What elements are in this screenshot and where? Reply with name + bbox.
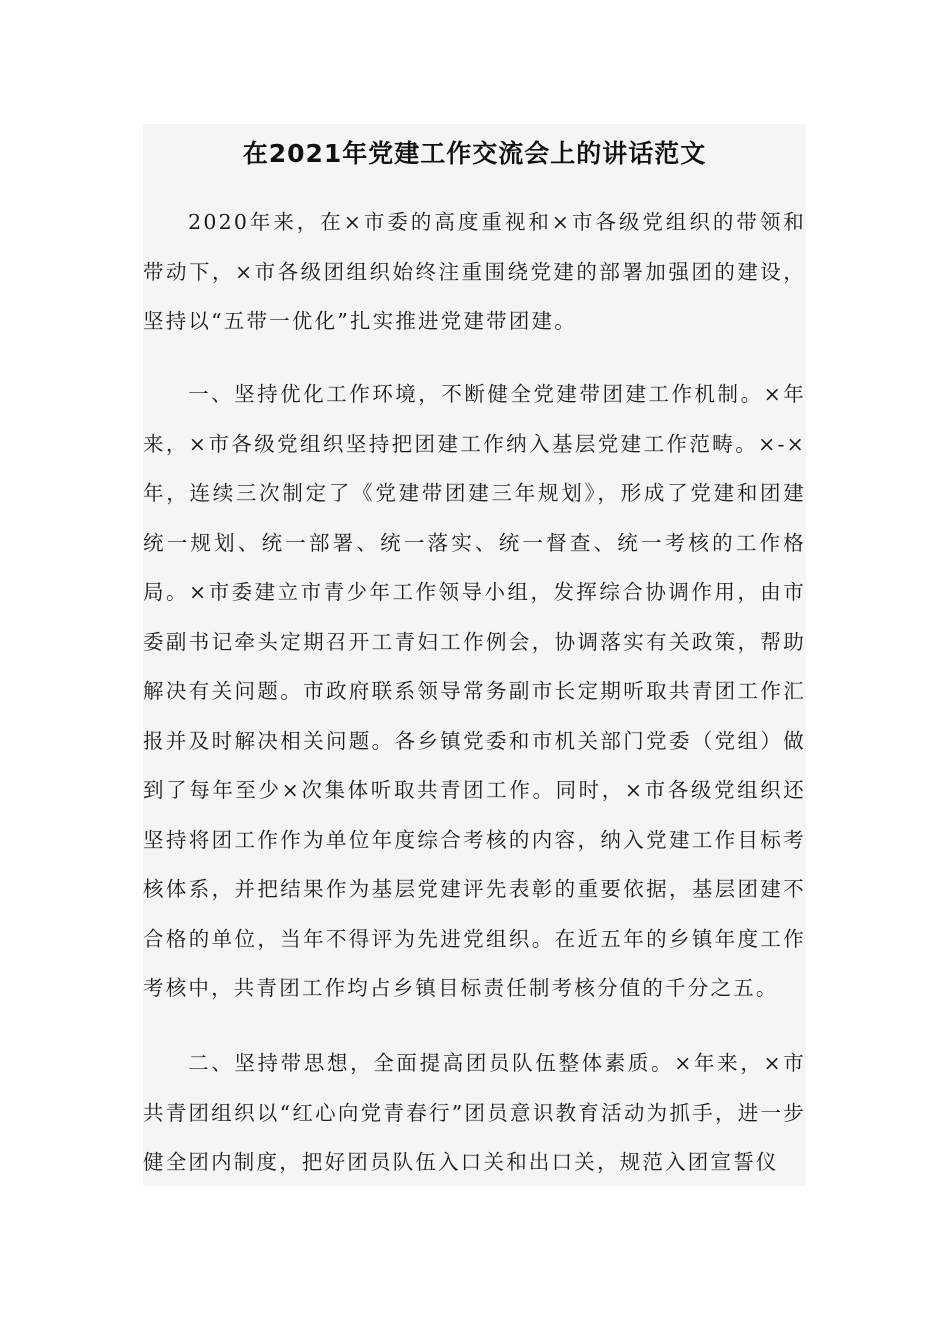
paragraph-section-two bbox=[143, 1039, 806, 1188]
paragraph-text: 一、坚持优化工作环境，不断健全党建带团建工作机制。×年来，×市各级党组织坚持把团建工作纳入基层党建工作范畴。×-×年，连续三次制定了《党建带团建三年规划》，形成了党建和团建统一规划、统一部署、统一落实、统一督查、统一考核的工作格局。×市委建立市青少年工作领导小组，发挥综合协调作用，由市委副书记牵头定期召开工青妇工作例会，协调落实有关政策，帮助解决有关问题。市政府联系领导常务副市长定期听取共青团工作汇报并及时解决相关问题。各乡镇党委和市机关部门党委（党组）做到了每年至少×次集体听取共青团工作。同时，×市各级党组织还坚持将团工作作为单位年度综合考核的内容，纳入党建工作目标考核体系，并把结果作为基层党建评先表彰的重要依据，基层团建不合格的单位，当年不得评为先进党组织。在近五年的乡镇年度工作考核中，共青团工作均占乡镇目标责任制考核分值的千分之五。 bbox=[143, 382, 806, 1000]
document-title: 在2021年党建工作交流会上的讲话范文 bbox=[242, 139, 707, 168]
paragraph-text: 2020年来，在×市委的高度重视和×市各级党组织的带领和带动下，×市各级团组织始终注重围绕党建的部署加强团的建设，坚持以“五带一优化”扎实推进党建带团建。 bbox=[143, 210, 806, 333]
paragraph-intro bbox=[143, 198, 806, 347]
paragraph-section-one bbox=[143, 370, 806, 1014]
paragraph-text: 二、坚持带思想，全面提高团员队伍整体素质。×年来，×市共青团组织以“红心向党青春行”团员意识教育活动为抓手，进一步健全团内制度，把好团员队伍入口关和出口关，规范入团宣誓仪 bbox=[143, 1051, 806, 1174]
